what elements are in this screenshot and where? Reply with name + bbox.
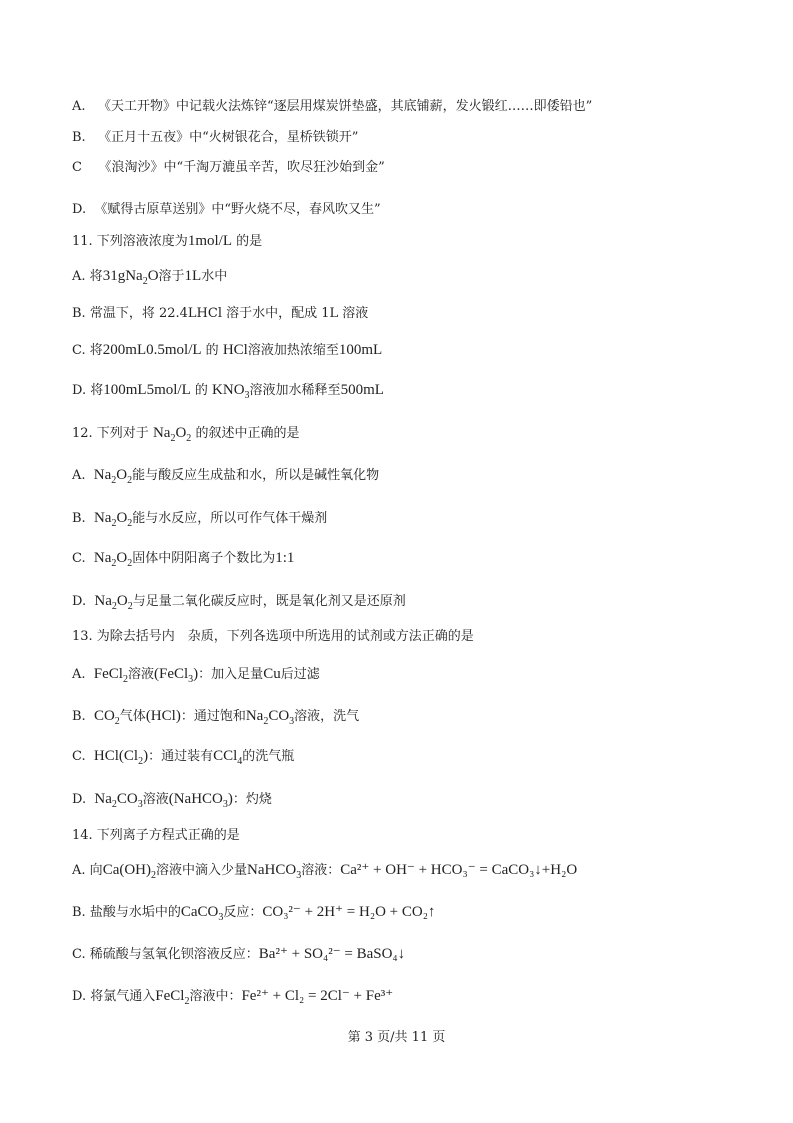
page-footer: 第 3 页/共 11 页 <box>347 1030 446 1045</box>
q14-option-a: A. 向$Ca(OH)_2$溶液中滴入少量NaHCO$_3$溶液：Ca²⁺ + OH⁻ + HCO₃⁻ = CaCO₃↓+H₂O <box>72 862 578 881</box>
q10-option-b: B. 《正月十五夜》中“火树银花合，星桥铁锁开” <box>72 130 359 145</box>
q12-option-b: B. $Na_2O_2$能与水反应，所以可作气体干燥剂 <box>72 510 328 529</box>
q13-option-a: A. FeCl$_2$溶液(FeCl$_3$)：加入足量Cu后过滤 <box>72 666 320 685</box>
q13-stem: 13. 为除去括号内 杂质，下列各选项中所选用的试剂或方法正确的是 <box>72 629 474 644</box>
q14-option-c: C. 稀硫酸与氢氧化钡溶液反应：Ba²⁺ + SO₄²⁻ = BaSO₄↓ <box>72 946 406 962</box>
q12-option-d: D. $Na_2O_2$与足量二氧化碳反应时，既是氧化剂又是还原剂 <box>72 593 406 612</box>
q13-option-b: B. $CO_2$气体(HCl)：通过饱和$Na_2CO_3$溶液，洗气 <box>72 708 360 727</box>
q14-stem: 14. 下列离子方程式正确的是 <box>72 828 240 843</box>
q12-option-c: C. $Na_2O_2$固体中阴阳离子个数比为1:1 <box>72 550 295 569</box>
q10-option-a: A. 《天工开物》中记载火法炼锌“逐层用煤炭饼垫盛，其底铺薪，发火锻红……即倭铅也” <box>72 99 593 114</box>
q11-option-a: A. 将31gNa$_2$O溶于1L水中 <box>72 268 228 287</box>
q11-stem: 11. 下列溶液浓度为1mol/L 的是 <box>72 233 263 249</box>
q13-option-d: D. $Na_2CO_3$溶液(NaHCO$_3$)：灼烧 <box>72 791 272 810</box>
q12-option-a: A. $Na_2O_2$能与酸反应生成盐和水，所以是碱性氧化物 <box>72 467 380 486</box>
q10-option-d: D. 《赋得古原草送别》中“野火烧不尽，春风吹又生” <box>72 202 381 217</box>
q11-option-c: C. 将200mL0.5mol/L 的 HCl溶液加热浓缩至100mL <box>72 342 383 358</box>
q14-option-d: D. 将氯气通入FeCl$_2$溶液中：Fe²⁺ + Cl₂ = 2Cl⁻ + Fe³⁺ <box>72 988 394 1007</box>
q11-option-b: B. 常温下，将 22.4LHCl 溶于水中，配成 1L 溶液 <box>72 306 369 321</box>
q14-option-b: B. 盐酸与水垢中的CaCO$_3$反应：CO₃²⁻ + 2H⁺ = H₂O + CO₂↑ <box>72 904 436 923</box>
q11-option-d: D. 将100mL5mol/L 的 $KNO_3$溶液加水稀释至500mL <box>72 382 384 401</box>
q10-option-c: C 《浪淘沙》中“千淘万漉虽辛苦，吹尽狂沙始到金” <box>72 160 385 175</box>
q13-option-c: C. $HCl(Cl_2)$：通过装有CCl$_4$的洗气瓶 <box>72 748 295 767</box>
q12-stem: 12. 下列对于 $Na_2O_2$ 的叙述中正确的是 <box>72 425 300 444</box>
